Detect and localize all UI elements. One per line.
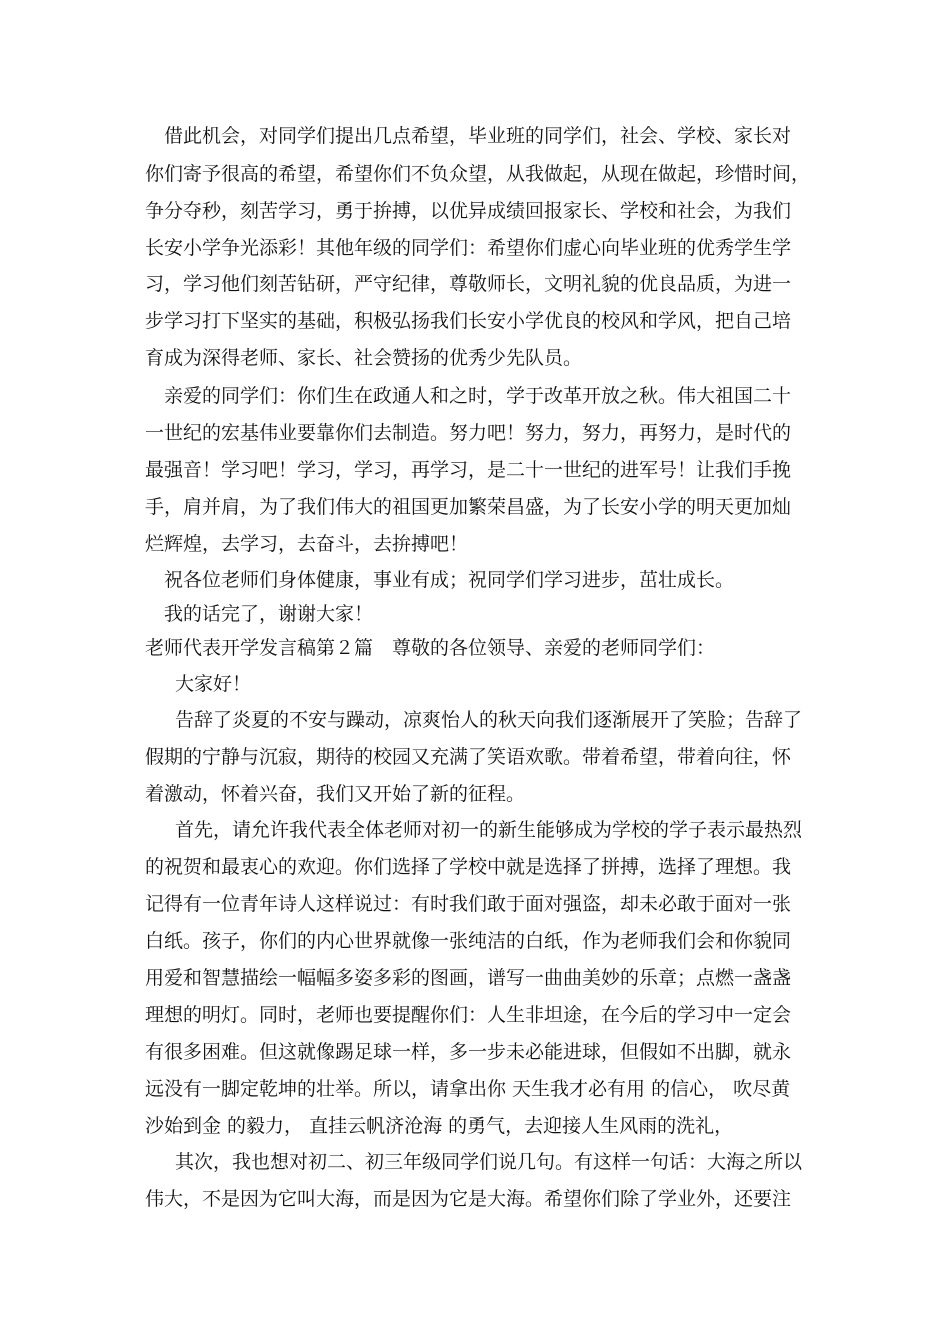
text-line: 伟大，不是因为它叫大海，而是因为它是大海。希望你们除了学业外，还要注 bbox=[145, 1188, 792, 1210]
text-line: 亲爱的同学们：你们生在政通人和之时，学于改革开放之秋。伟大祖国二十 bbox=[164, 385, 792, 407]
text-line: 习，学习他们刻苦钻研，严守纪律，尊敬师长，文明礼貌的优良品质，为进一 bbox=[145, 273, 792, 295]
text-line: 借此机会，对同学们提出几点希望，毕业班的同学们，社会、学校、家长对 bbox=[164, 125, 792, 147]
text-line: 假期的宁静与沉寂，期待的校园又充满了笑语欢歌。带着希望，带着向往，怀 bbox=[145, 746, 792, 768]
text-line: 用爱和智慧描绘一幅幅多姿多彩的图画，谱写一曲曲美妙的乐章；点燃一盏盏 bbox=[145, 967, 792, 989]
greeting-line: 大家好！ bbox=[175, 673, 252, 695]
text-line: 最强音！学习吧！学习，学习，再学习，是二十一世纪的进军号！让我们手挽 bbox=[145, 459, 792, 481]
text-line: 首先，请允许我代表全体老师对初一的新生能够成为学校的学子表示最热烈 bbox=[175, 819, 803, 841]
text-line: 其次，我也想对初二、初三年级同学们说几句。有这样一句话：大海之所以 bbox=[175, 1151, 803, 1173]
text-line: 祝各位老师们身体健康，事业有成；祝同学们学习进步，茁壮成长。 bbox=[164, 569, 735, 591]
text-line: 着激动，怀着兴奋，我们又开始了新的征程。 bbox=[145, 783, 526, 805]
text-line: 的祝贺和最衷心的欢迎。你们选择了学校中就是选择了拼搏，选择了理想。我 bbox=[145, 856, 792, 878]
text-line: 育成为深得老师、家长、社会赞扬的优秀少先队员。 bbox=[145, 347, 583, 369]
text-line: 烂辉煌，去学习，去奋斗，去拚搏吧！ bbox=[145, 533, 469, 555]
text-line: 白纸。孩子，你们的内心世界就像一张纯洁的白纸，作为老师我们会和你貌同 bbox=[145, 930, 792, 952]
text-line: 长安小学争光添彩！其他年级的同学们：希望你们虚心向毕业班的优秀学生学 bbox=[145, 237, 792, 259]
text-line: 争分夺秒，刻苦学习，勇于拚搏，以优异成绩回报家长、学校和社会，为我们 bbox=[145, 200, 792, 222]
text-line: 有很多困难。但这就像踢足球一样，多一步未必能进球，但假如不出脚，就永 bbox=[145, 1041, 792, 1063]
text-line: 你们寄予很高的希望，希望你们不负众望，从我做起，从现在做起，珍惜时间， bbox=[145, 163, 811, 185]
text-line: 记得有一位青年诗人这样说过：有时我们敢于面对强盗，却未必敢于面对一张 bbox=[145, 893, 792, 915]
text-line: 手，肩并肩，为了我们伟大的祖国更加繁荣昌盛，为了长安小学的明天更加灿 bbox=[145, 496, 792, 518]
text-line: 我的话完了，谢谢大家！ bbox=[164, 603, 374, 625]
text-line: 理想的明灯。同时，老师也要提醒你们：人生非坦途，在今后的学习中一定会 bbox=[145, 1004, 792, 1026]
text-line: 步学习打下坚实的基础，积极弘扬我们长安小学优良的校风和学风，把自己培 bbox=[145, 310, 792, 332]
text-line: 远没有一脚定乾坤的壮举。所以，请拿出你 天生我才必有用 的信心， 吹尽黄 bbox=[145, 1078, 791, 1100]
text-line: 沙始到金 的毅力， 直挂云帆济沧海 的勇气，去迎接人生风雨的洗礼， bbox=[145, 1115, 734, 1137]
text-line: 一世纪的宏基伟业要靠你们去制造。努力吧！努力，努力，再努力，是时代的 bbox=[145, 422, 792, 444]
text-line: 告辞了炎夏的不安与躁动，凉爽怡人的秋天向我们逐渐展开了笑脸；告辞了 bbox=[175, 709, 803, 731]
section-heading: 老师代表开学发言稿第２篇 尊敬的各位领导、亲爱的老师同学们： bbox=[145, 637, 716, 659]
